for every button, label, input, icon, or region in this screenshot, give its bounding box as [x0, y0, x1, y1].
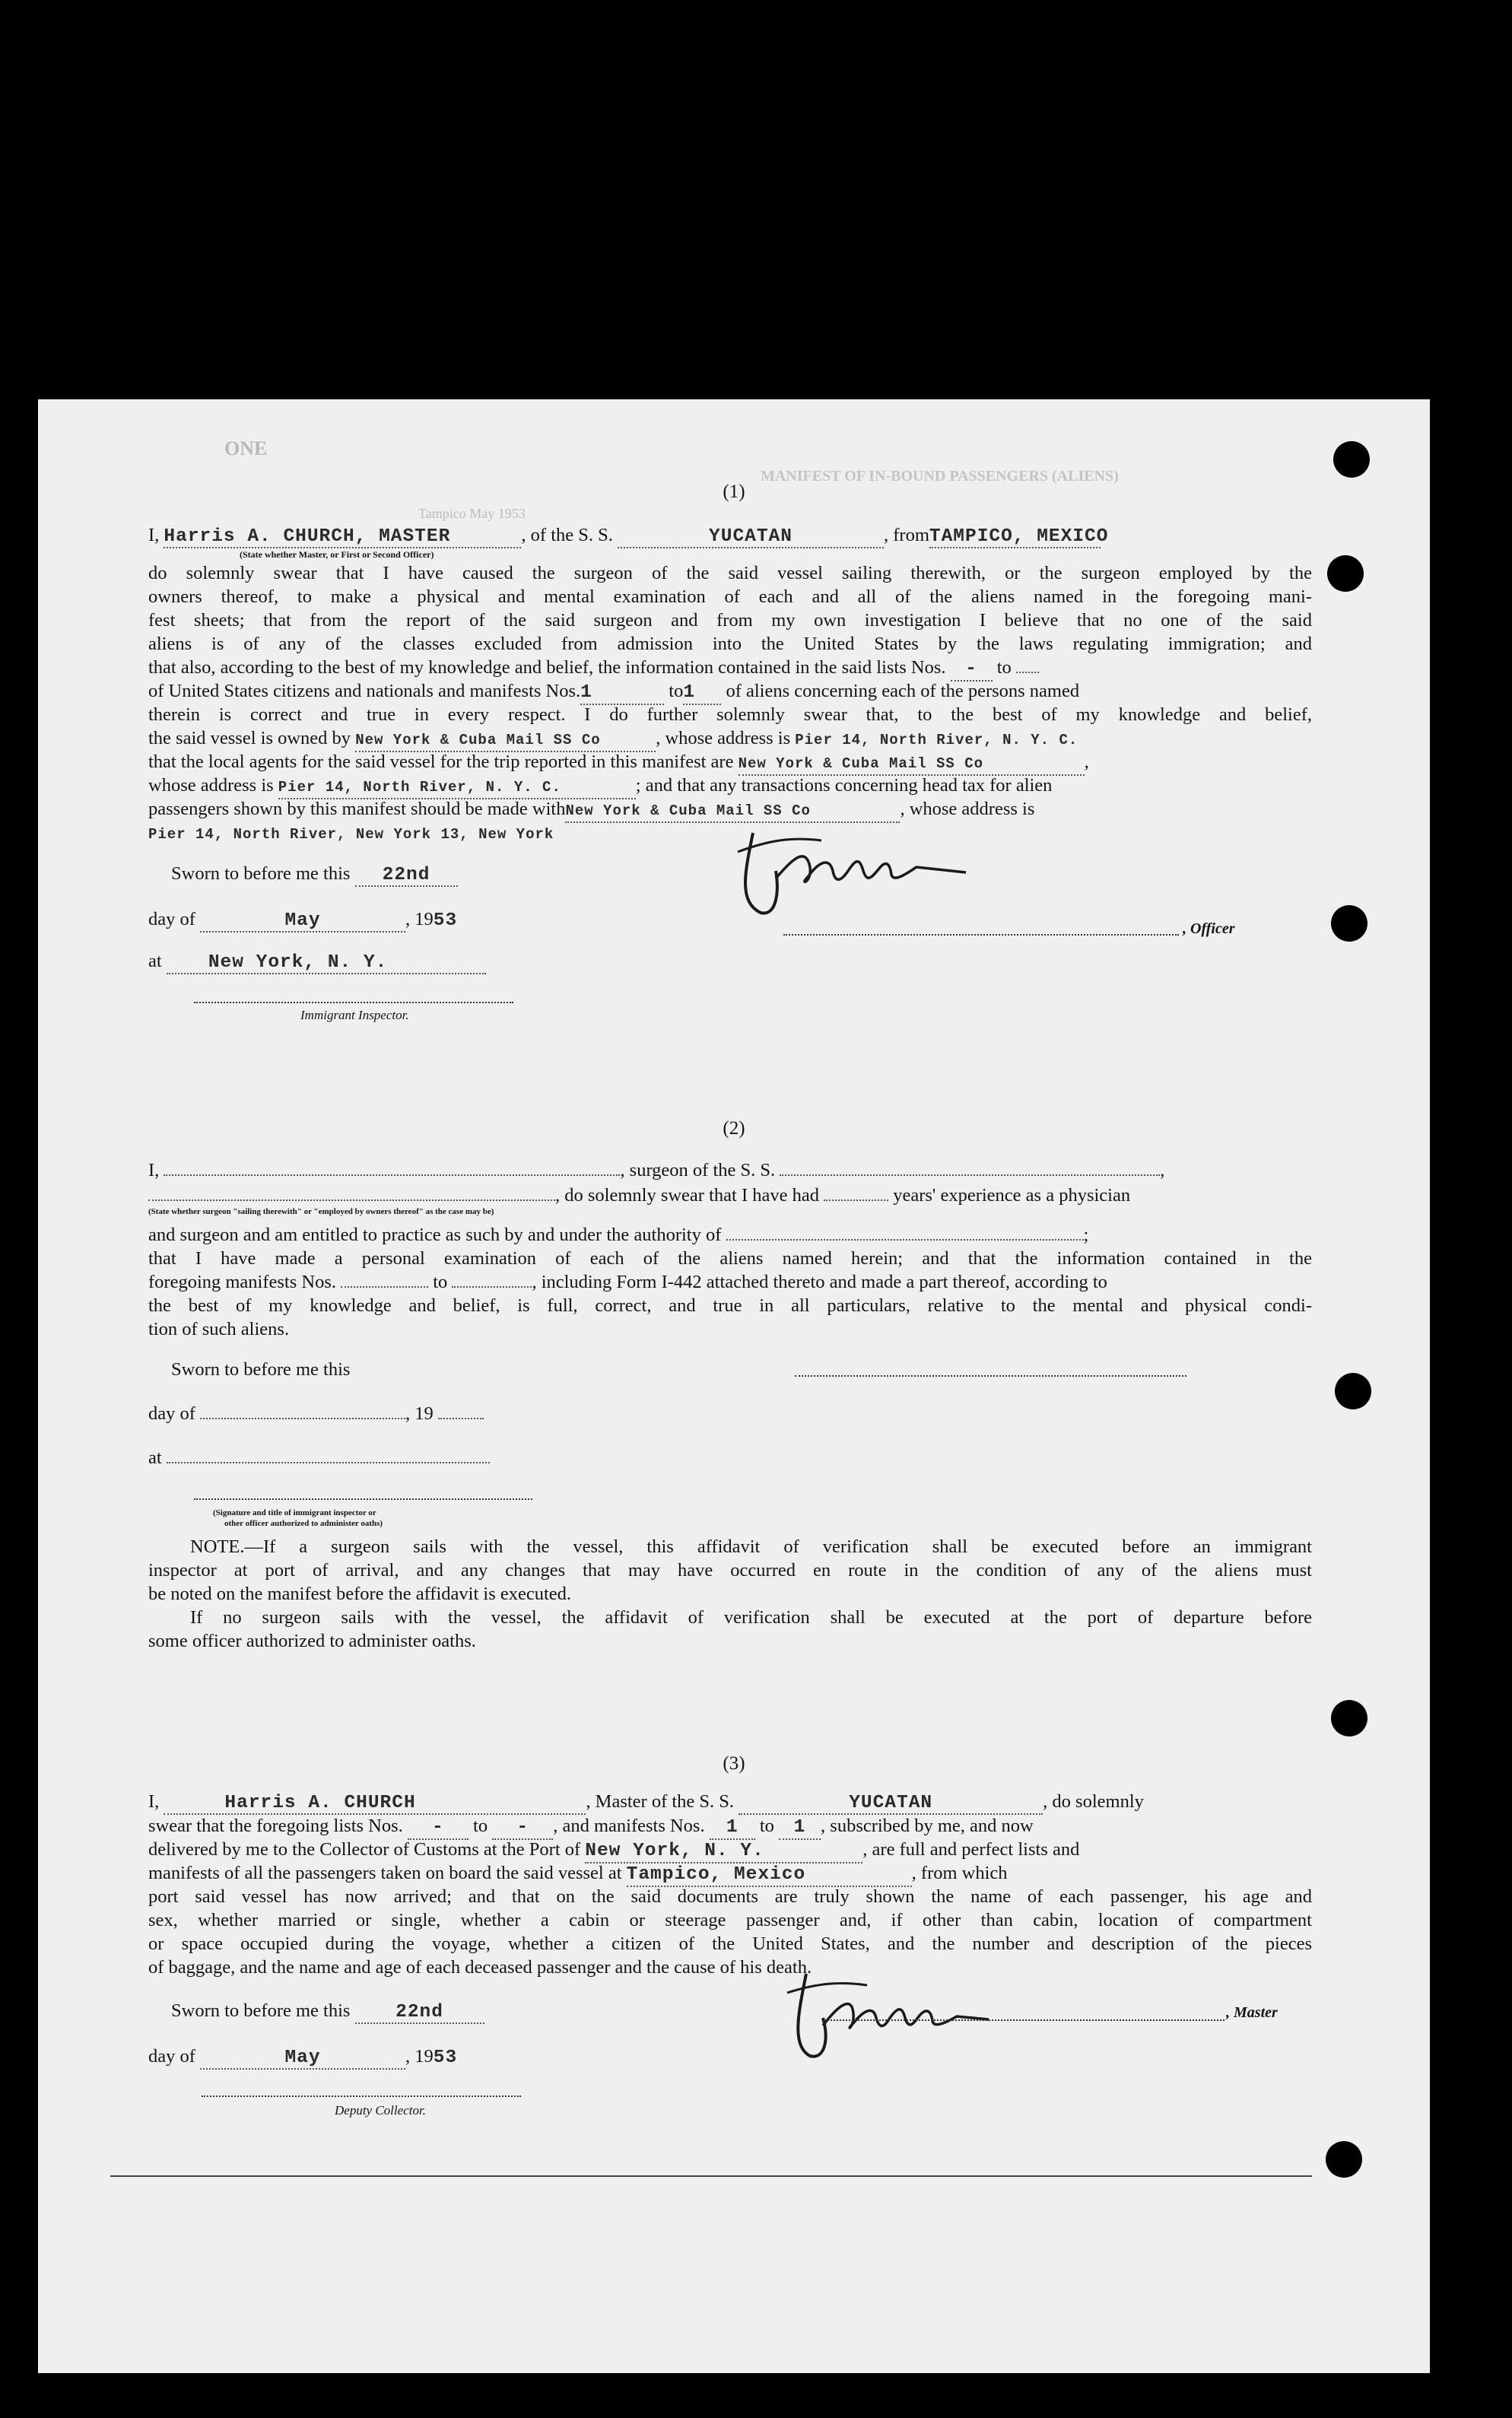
officer-signature: [723, 810, 974, 924]
s3-collector-label: Deputy Collector.: [335, 2103, 426, 2118]
s1-body-1: do solemnly swear that I have caused the surgeon of the said vessel sailing therewith, or the surgeon employed by the: [148, 563, 1312, 583]
s1-body-8: the said vessel is owned by New York & Cuba Mail SS Co , whose address is Pier 14, North River, N. Y. C.: [148, 728, 1312, 752]
s3-body-1: port said vessel has now arrived; and that on the said documents are truly shown the name of each passenger, his age and: [148, 1886, 1312, 1907]
s1-at: at New York, N. Y.: [148, 951, 486, 974]
s2-line2: , do solemnly swear that I have had years' experience as a physician: [148, 1185, 1130, 1206]
s2-body-1: and surgeon and am entitled to practice as such by and under the authority of ;: [148, 1225, 1089, 1245]
s1-officer-label: , Officer: [1183, 920, 1235, 937]
s2-note-1: NOTE.—If a surgeon sails with the vessel, this affidavit of verification shall be executed before an immigrant: [190, 1536, 1312, 1557]
punch-hole: [1327, 555, 1364, 592]
s3-body-4: of baggage, and the name and age of each deceased passenger and the cause of his death.: [148, 1957, 812, 1978]
s2-day-of: day of , 19: [148, 1403, 484, 1425]
s2-body-3: foregoing manifests Nos. to , including Form I-442 attached thereto and made a part thereof, according to: [148, 1272, 1107, 1292]
s3-body-3: or space occupied during the voyage, whether a citizen of the United States, and the number and description of the pieces: [148, 1933, 1312, 1954]
master-signature: [768, 1959, 996, 2065]
faded-header-left: ONE: [224, 437, 268, 459]
departure-port: TAMPICO, MEXICO: [929, 526, 1109, 547]
s2-at: at: [148, 1447, 490, 1469]
s2-line2-note: (State whether surgeon "sailing therewith" or "employed by owners thereof" as the case may be): [148, 1207, 494, 1216]
s3-sworn: Sworn to before me this 22nd: [171, 2000, 484, 2024]
s1-body-10: whose address is Pier 14, North River, N. Y. C. ; and that any transactions concerning head tax for alien: [148, 775, 1312, 799]
s1-body-7: therein is correct and true in every respect. I do further solemnly swear that, to the best of my knowledge and belief,: [148, 704, 1312, 725]
punch-hole: [1333, 441, 1370, 478]
punch-hole: [1331, 1700, 1367, 1736]
s3-master-line: [825, 2019, 1225, 2021]
s1-body-9: that the local agents for the said vessel for the trip reported in this manifest are New York & Cuba Mail SS Co ,: [148, 751, 1312, 776]
officer-name: Harris A. CHURCH, MASTER: [164, 526, 521, 548]
bottom-rule: [110, 2175, 1312, 2177]
s1-body-6: of United States citizens and nationals and manifests Nos.1 to1 of aliens concerning each of the persons named: [148, 681, 1312, 705]
s3-body-2: sex, whether married or single, whether a cabin or steerage passenger and, if other than cabin, location of compartment: [148, 1910, 1312, 1930]
punch-hole: [1326, 2141, 1362, 2178]
s1-body-2: owners thereof, to make a physical and mental examination of each and all of the aliens named in the foregoing mani-: [148, 586, 1312, 607]
s1-sworn: Sworn to before me this 22nd: [171, 863, 458, 887]
s1-line1-note: (State whether Master, or First or Second Officer): [240, 549, 434, 560]
document-page: [38, 399, 1430, 2373]
s2-note-2: inspector at port of arrival, and any changes that may have occurred en route in the condition of any of the aliens must: [148, 1560, 1312, 1581]
s3-line3: delivered by me to the Collector of Customs at the Port of New York, N. Y. , are full and perfect lists and: [148, 1839, 1312, 1864]
vessel-name: YUCATAN: [618, 526, 884, 548]
section-1-number: (1): [723, 481, 745, 502]
s2-sig-note-1: (Signature and title of immigrant inspector or: [213, 1508, 376, 1517]
s1-inspector-line: [194, 1002, 513, 1003]
s3-line2: swear that the foregoing lists Nos. - to - , and manifests Nos. 1 to 1 , subscribed by me, and now: [148, 1816, 1312, 1840]
s2-body-4: the best of my knowledge and belief, is full, correct, and true in all particulars, relative to the mental and physical condi-: [148, 1295, 1312, 1316]
s2-note-4: If no surgeon sails with the vessel, the affidavit of verification shall be executed at the port of departure before: [190, 1607, 1312, 1628]
s2-note-3: be noted on the manifest before the affidavit is executed.: [148, 1584, 572, 1604]
section-3-number: (3): [723, 1753, 745, 1774]
s1-officer-line: [783, 934, 1179, 936]
faded-header-sub: Tampico May 1953: [418, 506, 526, 521]
s1-body-5: that also, according to the best of my knowledge and belief, the information contained in the said lists Nos. - to: [148, 657, 1312, 682]
s3-master-label: , Master: [1226, 2004, 1278, 2021]
s1-line1: I, Harris A. CHURCH, MASTER , of the S. S. YUCATAN , fromTAMPICO, MEXICO: [148, 525, 1109, 547]
s1-inspector-label: Immigrant Inspector.: [300, 1008, 409, 1022]
s3-collector-line: [202, 2095, 521, 2097]
s1-body-12: Pier 14, North River, New York 13, New York: [148, 826, 554, 843]
s1-day-of: day of May , 1953: [148, 909, 458, 931]
s3-line4: manifests of all the passengers taken on board the said vessel at Tampico, Mexico , from which: [148, 1863, 1312, 1887]
s2-sig-note-2: other officer authorized to administer oaths): [224, 1519, 383, 1528]
s2-body-5: tion of such aliens.: [148, 1319, 290, 1339]
s2-signature-line: [795, 1375, 1186, 1377]
section-2-number: (2): [723, 1118, 745, 1139]
s2-body-2: that I have made a personal examination of each of the aliens named herein; and that the information contained in the: [148, 1248, 1312, 1269]
s1-body-4: aliens is of any of the classes excluded from admission into the United States by the laws regulating immigration; and: [148, 634, 1312, 654]
faded-header-title: MANIFEST OF IN-BOUND PASSENGERS (ALIENS): [761, 468, 1119, 485]
s3-day-of: day of May , 1953: [148, 2046, 458, 2068]
s2-inspector-line: [194, 1498, 532, 1500]
s2-note-5: some officer authorized to administer oaths.: [148, 1631, 476, 1651]
punch-hole: [1335, 1373, 1371, 1409]
s2-sworn: Sworn to before me this: [171, 1359, 351, 1380]
s2-line1: I, , surgeon of the S. S. ,: [148, 1160, 1165, 1180]
s1-body-3: fest sheets; that from the report of the said surgeon and from my own investigation I believe that no one of the said: [148, 610, 1312, 631]
s1-body-11: passengers shown by this manifest should be made withNew York & Cuba Mail SS Co , whose address is: [148, 799, 1312, 823]
s3-line1: I, Harris A. CHURCH , Master of the S. S. YUCATAN , do solemnly: [148, 1791, 1144, 1813]
punch-hole: [1331, 905, 1367, 942]
